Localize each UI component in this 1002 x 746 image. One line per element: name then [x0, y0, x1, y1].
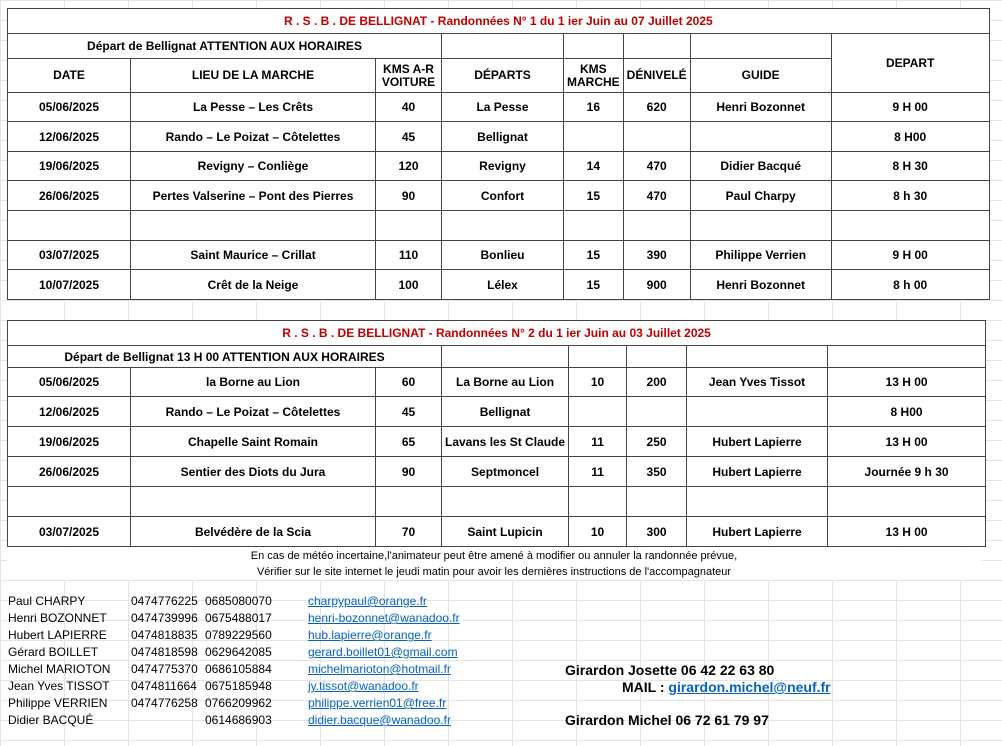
cell-kms-marche: [569, 397, 627, 427]
cell-date: 19/06/2025: [8, 152, 131, 181]
cell-denivele: 470: [623, 152, 690, 181]
cell-date: 05/06/2025: [8, 368, 131, 397]
note-line-2: Vérifier sur le site internet le jeudi matin pour avoir les dernières instructions de l'accompagnateur: [256, 566, 732, 578]
cell-kms: 45: [376, 122, 442, 152]
cell-heure: 13 H 00: [828, 517, 986, 547]
girardon-josette: Girardon Josette 06 42 22 63 80: [565, 662, 775, 678]
cell-depart-lieu: Revigny: [442, 152, 564, 181]
cell-kms-marche: 11: [569, 457, 627, 487]
cell-heure: 13 H 00: [828, 427, 986, 457]
contact-name: Paul CHARPY: [8, 594, 86, 608]
contact-name: Philippe VERRIEN: [8, 696, 108, 710]
weather-notes: [7, 548, 981, 580]
header-date: DATE: [8, 59, 131, 93]
contact-tel1: 0474818835: [131, 628, 198, 642]
cell-kms: [376, 487, 442, 517]
contact-email[interactable]: michelmarioton@hotmail.fr: [308, 662, 451, 676]
cell-date: 03/07/2025: [8, 517, 131, 547]
contact-tel1: 0474739996: [131, 611, 198, 625]
cell-heure: 9 H 00: [831, 93, 989, 122]
cell-depart-lieu: Lavans les St Claude: [442, 427, 569, 457]
contact-name: Gérard BOILLET: [8, 645, 99, 659]
cell-heure: 13 H 00: [828, 368, 986, 397]
contact-tel2: 0629642085: [205, 645, 272, 659]
table-row: [8, 241, 990, 270]
cell-denivele: 200: [627, 368, 687, 397]
cell-lieu: [131, 211, 376, 241]
cell-lieu: La Pesse – Les Crêts: [131, 93, 376, 122]
contact-tel2: 0614686903: [205, 713, 272, 727]
cell-kms: 110: [376, 241, 442, 270]
cell-guide: [690, 122, 831, 152]
cell-depart-lieu: La Borne au Lion: [442, 368, 569, 397]
cell-heure: 8 H00: [828, 397, 986, 427]
contact-tel1: 0474776258: [131, 696, 198, 710]
table-row: [8, 152, 990, 181]
cell-date: 19/06/2025: [8, 427, 131, 457]
cell-denivele: 300: [627, 517, 687, 547]
cell-lieu: Sentier des Diots du Jura: [131, 457, 376, 487]
cell-date: [8, 487, 131, 517]
cell-guide: [687, 487, 828, 517]
cell-depart-lieu: Septmoncel: [442, 457, 569, 487]
cell-denivele: [627, 397, 687, 427]
cell-kms-marche: 16: [564, 93, 624, 122]
cell-kms: 70: [376, 517, 442, 547]
cell-lieu: Revigny – Conliège: [131, 152, 376, 181]
contact-name: Henri BOZONNET: [8, 611, 107, 625]
cell-lieu: Belvédère de la Scia: [131, 517, 376, 547]
cell-guide: Philippe Verrien: [690, 241, 831, 270]
cell-date: 12/06/2025: [8, 122, 131, 152]
table-row: [8, 93, 990, 122]
cell-date: 03/07/2025: [8, 241, 131, 270]
cell-depart-lieu: Bellignat: [442, 122, 564, 152]
cell-kms-marche: 10: [569, 368, 627, 397]
cell-depart-lieu: La Pesse: [442, 93, 564, 122]
contact-tel2: 0766209962: [205, 696, 272, 710]
cell-denivele: 350: [627, 457, 687, 487]
cell-kms: 65: [376, 427, 442, 457]
cell-heure: 8 h 30: [831, 181, 989, 211]
header-lieu: LIEU DE LA MARCHE: [131, 59, 376, 93]
cell-denivele: [627, 487, 687, 517]
contact-name: Hubert LAPIERRE: [8, 628, 107, 642]
cell-guide: Hubert Lapierre: [687, 457, 828, 487]
cell-lieu: Crêt de la Neige: [131, 270, 376, 300]
cell-guide: Henri Bozonnet: [690, 93, 831, 122]
header-kms-voiture: KMS A-R VOITURE: [376, 59, 442, 93]
contact-tel2: 0685080070: [205, 594, 272, 608]
contact-email[interactable]: gerard.boillet01@gmail.com: [308, 645, 458, 659]
schedule-table-2: [7, 320, 986, 547]
girardon-michel: Girardon Michel 06 72 61 79 97: [565, 712, 769, 728]
cell-denivele: 250: [627, 427, 687, 457]
cell-lieu: Saint Maurice – Crillat: [131, 241, 376, 270]
cell-kms-marche: 10: [569, 517, 627, 547]
cell-depart-lieu: Bonlieu: [442, 241, 564, 270]
header-guide: GUIDE: [690, 59, 831, 93]
table-row: [8, 122, 990, 152]
cell-kms-marche: 11: [569, 427, 627, 457]
contact-tel1: 0474775370: [131, 662, 198, 676]
table-row: [8, 487, 986, 517]
schedule-1-title: R . S . B . DE BELLIGNAT - Randonnées N° 1 du 1 ier Juin au 07 Juillet 2025: [8, 9, 990, 34]
cell-heure: [831, 211, 989, 241]
cell-kms-marche: [569, 487, 627, 517]
schedule-2-subtitle: Départ de Bellignat 13 H 00 ATTENTION AUX HORAIRES: [8, 346, 442, 368]
cell-heure: [828, 487, 986, 517]
cell-denivele: [623, 122, 690, 152]
cell-denivele: [623, 211, 690, 241]
contact-email[interactable]: jy.tissot@wanadoo.fr: [308, 679, 419, 693]
header-departs: DÉPARTS: [442, 59, 564, 93]
cell-guide: Jean Yves Tissot: [687, 368, 828, 397]
contact-tel2: 0789229560: [205, 628, 272, 642]
contact-tel1: 0474811664: [131, 679, 197, 693]
cell-heure: 9 H 00: [831, 241, 989, 270]
cell-depart-lieu: [442, 487, 569, 517]
contact-email[interactable]: charpypaul@orange.fr: [308, 594, 427, 608]
cell-kms: 45: [376, 397, 442, 427]
cell-denivele: 620: [623, 93, 690, 122]
cell-date: 05/06/2025: [8, 93, 131, 122]
cell-date: [8, 211, 131, 241]
cell-date: 26/06/2025: [8, 181, 131, 211]
cell-guide: Hubert Lapierre: [687, 517, 828, 547]
cell-kms-marche: [564, 122, 624, 152]
cell-date: 26/06/2025: [8, 457, 131, 487]
cell-depart-lieu: Saint Lupicin: [442, 517, 569, 547]
cell-lieu: Chapelle Saint Romain: [131, 427, 376, 457]
cell-denivele: 900: [623, 270, 690, 300]
cell-lieu: Rando – Le Poizat – Côtelettes: [131, 397, 376, 427]
table-row: [8, 270, 990, 300]
header-depart: DEPART: [831, 34, 989, 93]
cell-guide: [687, 397, 828, 427]
table-row: [8, 181, 990, 211]
cell-kms: 90: [376, 181, 442, 211]
cell-kms: 60: [376, 368, 442, 397]
cell-guide: Henri Bozonnet: [690, 270, 831, 300]
cell-guide: [690, 211, 831, 241]
cell-date: 12/06/2025: [8, 397, 131, 427]
header-kms-marche: KMS MARCHE: [564, 59, 624, 93]
cell-heure: 8 h 00: [831, 270, 989, 300]
contact-email[interactable]: didier.bacque@wanadoo.fr: [308, 713, 451, 727]
cell-kms-marche: 15: [564, 241, 624, 270]
cell-kms: 40: [376, 93, 442, 122]
cell-heure: 8 H 30: [831, 152, 989, 181]
cell-kms: [376, 211, 442, 241]
contact-tel2: 0675488017: [205, 611, 272, 625]
cell-lieu: la Borne au Lion: [131, 368, 376, 397]
girardon-mail-link[interactable]: girardon.michel@neuf.fr: [668, 679, 831, 695]
cell-depart-lieu: [442, 211, 564, 241]
table-row: [8, 457, 986, 487]
contact-tel2: 0686105884: [205, 662, 272, 676]
cell-guide: Didier Bacqué: [690, 152, 831, 181]
cell-denivele: 390: [623, 241, 690, 270]
girardon-mail-line: [622, 679, 831, 695]
cell-depart-lieu: Lélex: [442, 270, 564, 300]
contact-name: Michel MARIOTON: [8, 662, 111, 676]
schedule-1-subtitle: Départ de Bellignat ATTENTION AUX HORAIRES: [8, 34, 442, 59]
contact-name: Jean Yves TISSOT: [8, 679, 110, 693]
cell-depart-lieu: Confort: [442, 181, 564, 211]
contact-tel2: 0675185948: [205, 679, 272, 693]
contact-email[interactable]: philippe.verrien01@free.fr: [308, 696, 447, 710]
mail-label: MAIL :: [622, 679, 669, 695]
cell-denivele: 470: [623, 181, 690, 211]
cell-guide: Paul Charpy: [690, 181, 831, 211]
note-line-1: En cas de météo incertaine,l'animateur peut être amené à modifier ou annuler la randonnée prévue,: [250, 550, 738, 562]
schedule-table-1: [7, 8, 990, 300]
cell-kms: 90: [376, 457, 442, 487]
cell-kms-marche: 15: [564, 270, 624, 300]
contact-tel1: 0474776225: [131, 594, 198, 608]
cell-kms-marche: [564, 211, 624, 241]
cell-depart-lieu: Bellignat: [442, 397, 569, 427]
cell-kms: 100: [376, 270, 442, 300]
contact-email[interactable]: henri-bozonnet@wanadoo.fr: [308, 611, 460, 625]
cell-kms-marche: 14: [564, 152, 624, 181]
table-row: [8, 517, 986, 547]
table-row: [8, 427, 986, 457]
table-row: [8, 397, 986, 427]
cell-date: 10/07/2025: [8, 270, 131, 300]
contact-email[interactable]: hub.lapierre@orange.fr: [308, 628, 432, 642]
cell-kms-marche: 15: [564, 181, 624, 211]
table-row: [8, 211, 990, 241]
header-denivele: DÉNIVELÉ: [623, 59, 690, 93]
cell-lieu: [131, 487, 376, 517]
contact-tel1: 0474818598: [131, 645, 198, 659]
table-row: [8, 368, 986, 397]
cell-lieu: Pertes Valserine – Pont des Pierres: [131, 181, 376, 211]
contact-name: Didier BACQUÉ: [8, 713, 94, 727]
cell-heure: 8 H00: [831, 122, 989, 152]
cell-guide: Hubert Lapierre: [687, 427, 828, 457]
cell-lieu: Rando – Le Poizat – Côtelettes: [131, 122, 376, 152]
cell-kms: 120: [376, 152, 442, 181]
schedule-2-title: R . S . B . DE BELLIGNAT - Randonnées N° 2 du 1 ier Juin au 03 Juillet 2025: [8, 321, 986, 346]
cell-heure: Journée 9 h 30: [828, 457, 986, 487]
